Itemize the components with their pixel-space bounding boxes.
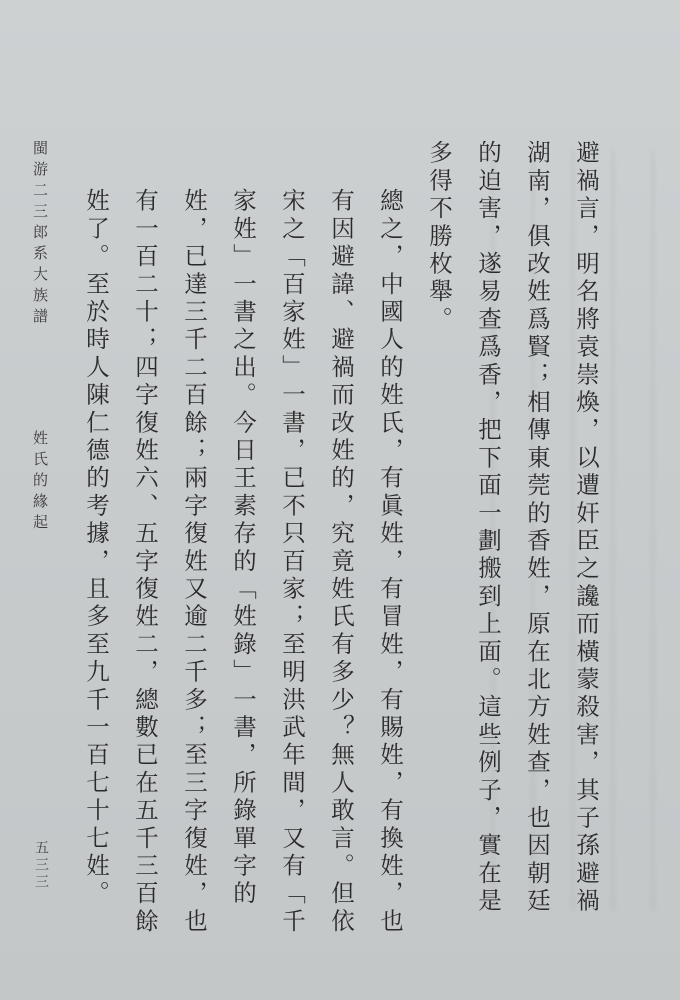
page-number: 五三三 [33, 840, 49, 891]
paragraph-2: 總之，中國人的姓氏，有眞姓，有冒姓，有賜姓，有換姓，也有因避諱、避禍而改姓的，究竟姓氏有多少？無人敢言。但依宋之「百家姓」一書，已不只百家；至明洪武年間，又有「千家姓」一書之出。今日王素存的「姓錄」一書，所錄單字的姓，已達三千二百餘；兩字復姓又逾二千多；至三字復姓，也有一百二十；四字復姓六、五字復姓二，總數已在五千三百餘姓了。至於時人陳仁德的考據，且多至九千一百七十七姓。 [82, 188, 404, 936]
body-text [71, 140, 610, 940]
chapter-title: 姓氏的緣起 [31, 430, 49, 535]
book-title: 閩游二三郎系大族譜 [31, 140, 49, 329]
paragraph-1: 避禍言，明名將袁崇煥，以遭奸臣之讒而橫蒙殺害，其子孫避禍湖南，俱改姓爲賢；相傳東莞的香姓，原在北方姓查，也因朝廷的迫害，遂易查爲香，把下面一劃搬到上面。這些例子，實在是多得不勝枚舉。 [425, 140, 600, 916]
